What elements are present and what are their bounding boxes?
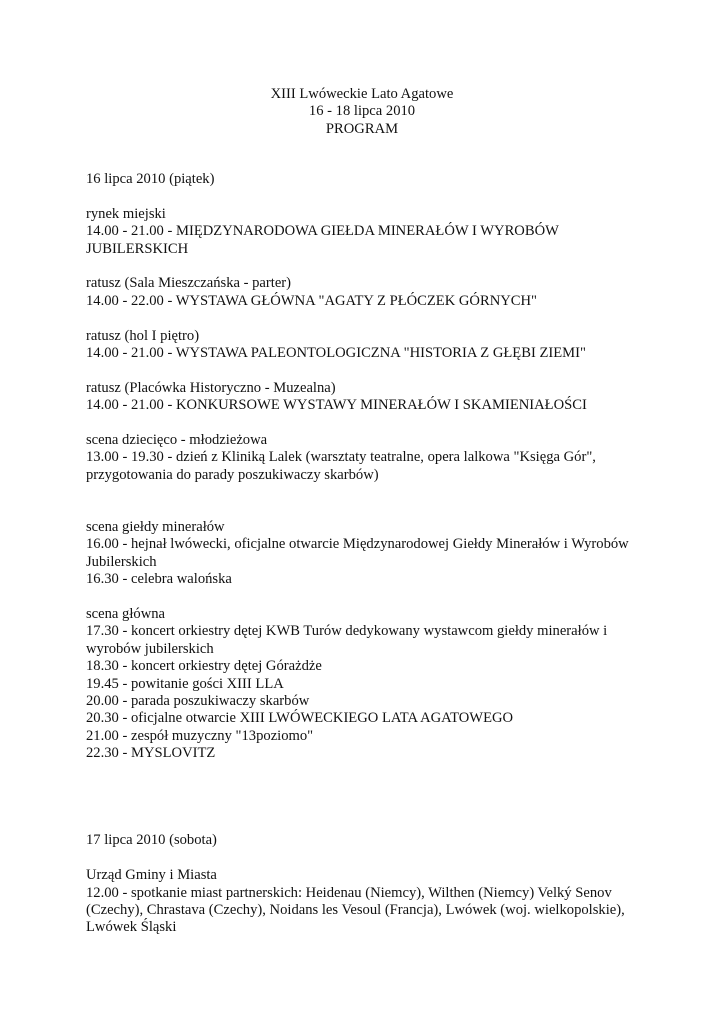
day-heading: 16 lipca 2010 (piątek) xyxy=(86,171,215,187)
program-heading: PROGRAM xyxy=(325,120,399,137)
program-content xyxy=(86,171,646,937)
event-line: 20.30 - oficjalne otwarcie XIII LWÓWECKIEGO LATA AGATOWEGO xyxy=(86,710,514,727)
festival-title: XIII Lwóweckie Lato Agatowe xyxy=(270,86,454,102)
event-line: 14.00 - 21.00 - KONKURSOWE WYSTAWY MINERAŁÓW I SKAMIENIAŁOŚCI xyxy=(86,397,587,414)
event-line: 17.30 - koncert orkiestry dętej KWB Turów dedykowany wystawcom giełdy minerałów i wyrobów jubilerskich xyxy=(86,623,608,657)
event-line: 14.00 - 22.00 - WYSTAWA GŁÓWNA "AGATY Z PŁÓCZEK GÓRNYCH" xyxy=(86,292,538,309)
venue-label: scena giełdy minerałów xyxy=(86,519,225,536)
document-header xyxy=(0,86,724,138)
event-line: 14.00 - 21.00 - WYSTAWA PALEONTOLOGICZNA "HISTORIA Z GŁĘBI ZIEMI" xyxy=(86,345,586,362)
event-line: 19.45 - powitanie gości XIII LLA xyxy=(86,675,284,692)
venue-label: rynek miejski xyxy=(86,205,166,222)
venue-label: scena dziecięco - młodzieżowa xyxy=(86,432,268,449)
event-line: 13.00 - 19.30 - dzień z Kliniką Lalek (warsztaty teatralne, opera lalkowa "Księga Gór", przygotowania do parady poszukiwaczy skarbów) xyxy=(86,449,596,483)
event-line: 22.30 - MYSLOVITZ xyxy=(86,745,216,762)
venue-label: ratusz (Placówka Historyczno - Muzealna) xyxy=(86,379,336,396)
venue-label: ratusz (Sala Mieszczańska - parter) xyxy=(86,275,292,292)
event-line: 14.00 - 21.00 - MIĘDZYNARODOWA GIEŁDA MINERAŁÓW I WYROBÓW JUBILERSKICH xyxy=(86,223,559,257)
venue-label: scena główna xyxy=(86,606,166,623)
event-line: 16.00 - hejnał lwówecki, oficjalne otwarcie Międzynarodowej Giełdy Minerałów i Wyrobów Jubilerskich xyxy=(86,536,629,570)
event-line: 12.00 - spotkanie miast partnerskich: Heidenau (Niemcy), Wilthen (Niemcy) Velký Senov (Czechy), Chrastava (Czechy), Noidans les Vesoul (Francja), Lwówek (woj. wielkopolskie), Lwówek Śląski xyxy=(86,884,625,936)
venue-label: Urząd Gminy i Miasta xyxy=(86,867,217,884)
venue-label: ratusz (hol I piętro) xyxy=(86,327,200,344)
event-line: 20.00 - parada poszukiwaczy skarbów xyxy=(86,693,310,710)
event-line: 16.30 - celebra walońska xyxy=(86,571,232,588)
event-line: 21.00 - zespół muzyczny "13poziomo" xyxy=(86,727,314,744)
event-line: 18.30 - koncert orkiestry dętej Górażdże xyxy=(86,658,322,675)
festival-dates: 16 - 18 lipca 2010 xyxy=(308,103,416,120)
day-heading: 17 lipca 2010 (sobota) xyxy=(86,832,217,849)
